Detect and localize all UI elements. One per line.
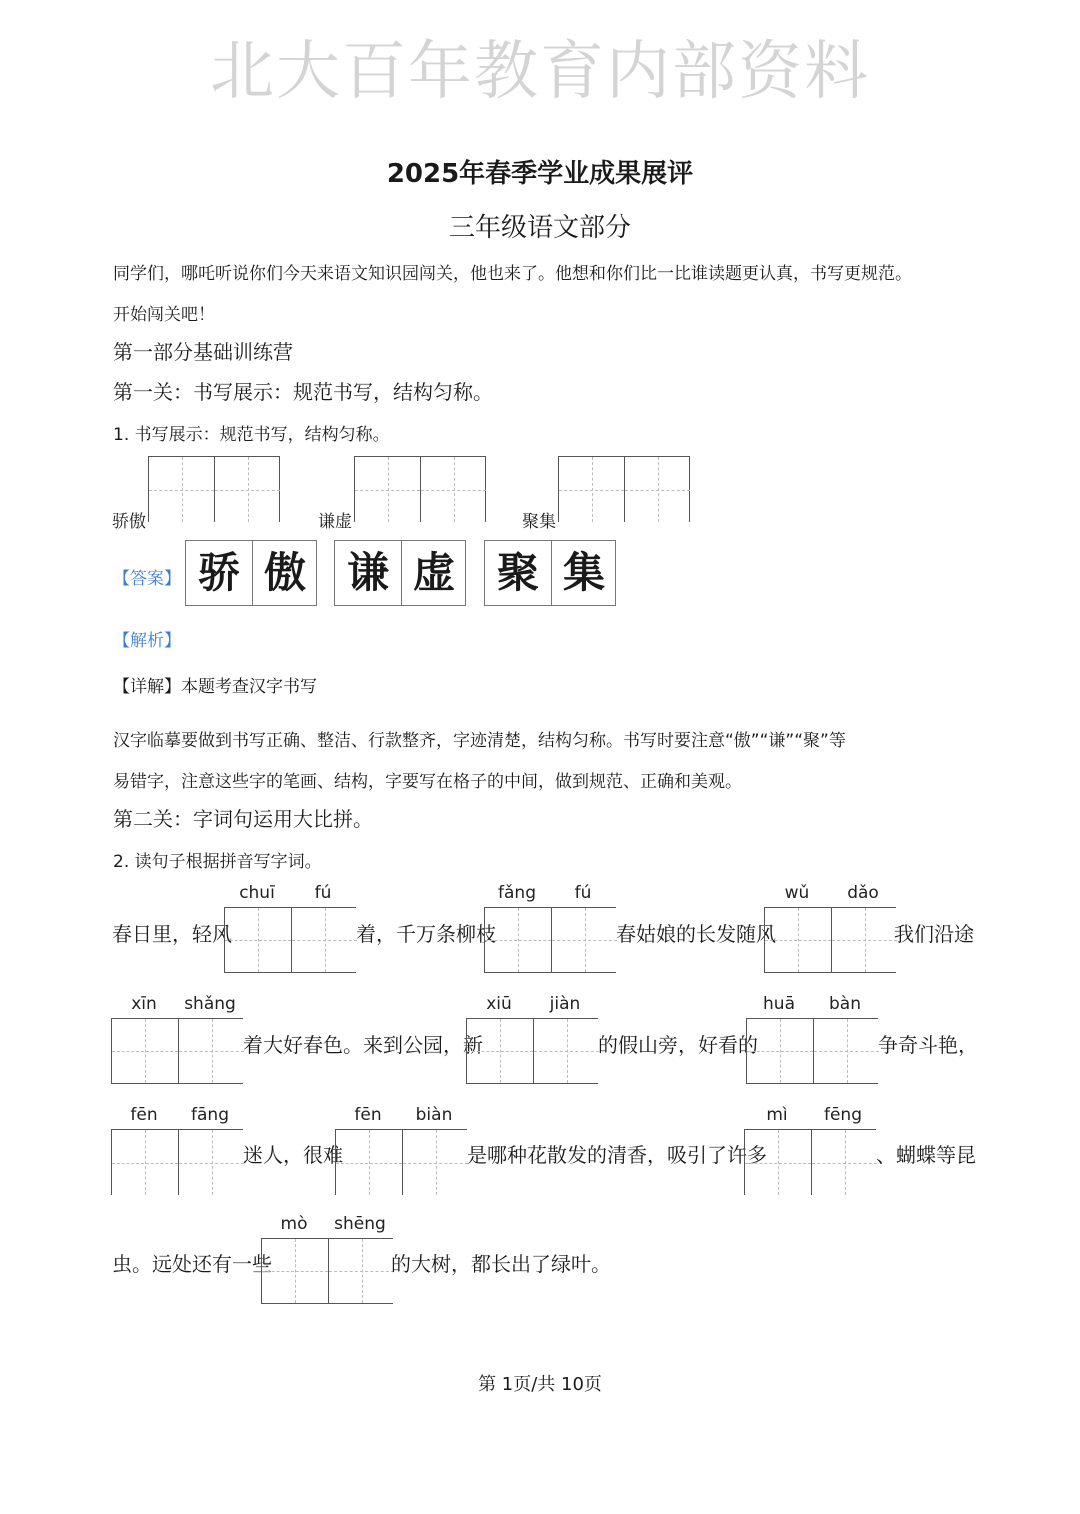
grid-cell[interactable] <box>813 1019 879 1083</box>
q1-word-3: 聚集 <box>522 512 556 532</box>
answer-box-4[interactable] <box>111 1018 243 1084</box>
answer-char: 聚 <box>496 548 539 597</box>
page-number: 第 1页/共 10页 <box>478 1374 602 1395</box>
part1-heading: 第一部分基础训练营 <box>113 340 293 364</box>
answer-box-9[interactable] <box>744 1129 876 1195</box>
pinyin: chuī <box>239 883 275 903</box>
pinyin: fēng <box>823 1105 862 1125</box>
answer-char: 傲 <box>252 541 317 605</box>
q2-text: 虫。远处还有一些 <box>112 1252 272 1276</box>
detail-line: 【详解】本题考查汉字书写 <box>113 677 317 697</box>
q2-text: 我们沿途 <box>894 922 974 946</box>
page-subtitle: 三年级语文部分 <box>448 213 631 243</box>
analysis-tag: 【解析】 <box>113 631 181 651</box>
answer-box-7[interactable] <box>111 1129 243 1195</box>
grid-cell[interactable] <box>112 1019 178 1083</box>
answer-char: 集 <box>551 541 616 605</box>
q2-text: 着大好春色。来到公园，新 <box>243 1033 483 1057</box>
pinyin: mò <box>280 1214 308 1234</box>
level2-heading: 第二关：字词句运用大比拼。 <box>113 807 373 831</box>
grid-cell[interactable] <box>336 1130 402 1195</box>
grid-cell[interactable] <box>745 1130 811 1195</box>
q2-text: 春日里，轻风 <box>112 922 232 946</box>
grid-cell[interactable] <box>354 457 420 522</box>
grid-cell[interactable] <box>831 908 897 972</box>
q2-text: 的假山旁，好看的 <box>598 1033 758 1057</box>
answer-grid-3 <box>484 540 616 606</box>
page-title: 2025年春季学业成果展评 <box>386 159 694 189</box>
grid-cell[interactable] <box>467 1019 533 1083</box>
pinyin: fāng <box>191 1105 229 1125</box>
q1-word-1: 骄傲 <box>112 512 146 532</box>
grid-cell[interactable] <box>214 457 280 522</box>
pinyin: fú <box>314 883 332 903</box>
grid-cell[interactable] <box>178 1019 244 1083</box>
grid-cell[interactable] <box>551 908 617 972</box>
pinyin: xīn <box>131 994 157 1014</box>
q2-text: 的大树，都长出了绿叶。 <box>391 1252 611 1276</box>
grid-cell[interactable] <box>402 1130 468 1195</box>
grid-cell[interactable] <box>624 457 690 522</box>
writing-grid-1[interactable] <box>148 456 280 522</box>
q1-word-2: 谦虚 <box>318 512 352 532</box>
grid-cell[interactable] <box>420 457 486 522</box>
pinyin: mì <box>766 1105 788 1125</box>
grid-cell[interactable] <box>811 1130 877 1195</box>
answer-box-1[interactable] <box>224 907 356 973</box>
grid-cell[interactable] <box>225 908 291 972</box>
q1-prompt: 1. 书写展示：规范书写，结构匀称。 <box>113 425 390 445</box>
grid-cell[interactable] <box>328 1239 394 1303</box>
q2-text: 、蝴蝶等昆 <box>876 1143 976 1167</box>
answer-char: 骄 <box>197 548 240 597</box>
explain-line-2: 易错字，注意这些字的笔画、结构，字要写在格子的中间，做到规范、正确和美观。 <box>113 772 742 792</box>
q2-text: 着，千万条柳枝 <box>356 922 496 946</box>
answer-char: 虚 <box>401 541 466 605</box>
pinyin: biàn <box>415 1105 453 1125</box>
answer-box-5[interactable] <box>466 1018 598 1084</box>
answer-box-10[interactable] <box>261 1238 393 1304</box>
writing-grid-3[interactable] <box>558 456 690 522</box>
grid-cell[interactable] <box>533 1019 599 1083</box>
answer-box-8[interactable] <box>335 1129 467 1195</box>
level1-heading: 第一关：书写展示：规范书写，结构匀称。 <box>113 380 493 404</box>
pinyin: shǎng <box>184 994 236 1014</box>
q2-text: 争奇斗艳， <box>878 1033 978 1057</box>
intro-line-1: 同学们，哪吒听说你们今天来语文知识园闯关，他也来了。他想和你们比一比谁读题更认真，书写更规范。 <box>113 264 912 284</box>
writing-grid-2[interactable] <box>354 456 486 522</box>
pinyin: fǎng <box>498 883 536 903</box>
grid-cell[interactable] <box>291 908 357 972</box>
q2-text: 迷人，很难 <box>243 1143 343 1167</box>
q2-prompt: 2. 读句子根据拼音写字词。 <box>113 852 322 872</box>
pinyin: dǎo <box>847 883 879 903</box>
grid-cell[interactable] <box>148 457 214 522</box>
grid-cell[interactable] <box>558 457 624 522</box>
pinyin: bàn <box>829 994 861 1014</box>
pinyin: fēn <box>354 1105 382 1125</box>
grid-cell[interactable] <box>765 908 831 972</box>
pinyin: fēn <box>130 1105 158 1125</box>
answer-box-2[interactable] <box>484 907 616 973</box>
answer-char: 谦 <box>346 548 389 597</box>
answer-tag: 【答案】 <box>113 569 181 589</box>
pinyin: xiū <box>486 994 512 1014</box>
explain-line-1: 汉字临摹要做到书写正确、整洁、行款整齐，字迹清楚，结构匀称。书写时要注意“傲”“谦”“聚”等 <box>113 731 846 751</box>
answer-grid-1 <box>185 540 317 606</box>
grid-cell[interactable] <box>747 1019 813 1083</box>
pinyin: huā <box>763 994 795 1014</box>
answer-grid-2 <box>334 540 466 606</box>
answer-box-3[interactable] <box>764 907 896 973</box>
intro-line-2: 开始闯关吧！ <box>113 305 215 325</box>
watermark: 北大百年教育内部资料 <box>210 35 870 109</box>
q2-text: 是哪种花散发的清香，吸引了许多 <box>467 1143 767 1167</box>
grid-cell[interactable] <box>485 908 551 972</box>
answer-box-6[interactable] <box>746 1018 878 1084</box>
grid-cell[interactable] <box>112 1130 178 1195</box>
pinyin: jiàn <box>549 994 581 1014</box>
pinyin: shēng <box>334 1214 386 1234</box>
grid-cell[interactable] <box>262 1239 328 1303</box>
pinyin: fú <box>574 883 592 903</box>
grid-cell[interactable] <box>178 1130 244 1195</box>
q2-text: 春姑娘的长发随风 <box>616 922 776 946</box>
pinyin: wǔ <box>784 883 810 903</box>
